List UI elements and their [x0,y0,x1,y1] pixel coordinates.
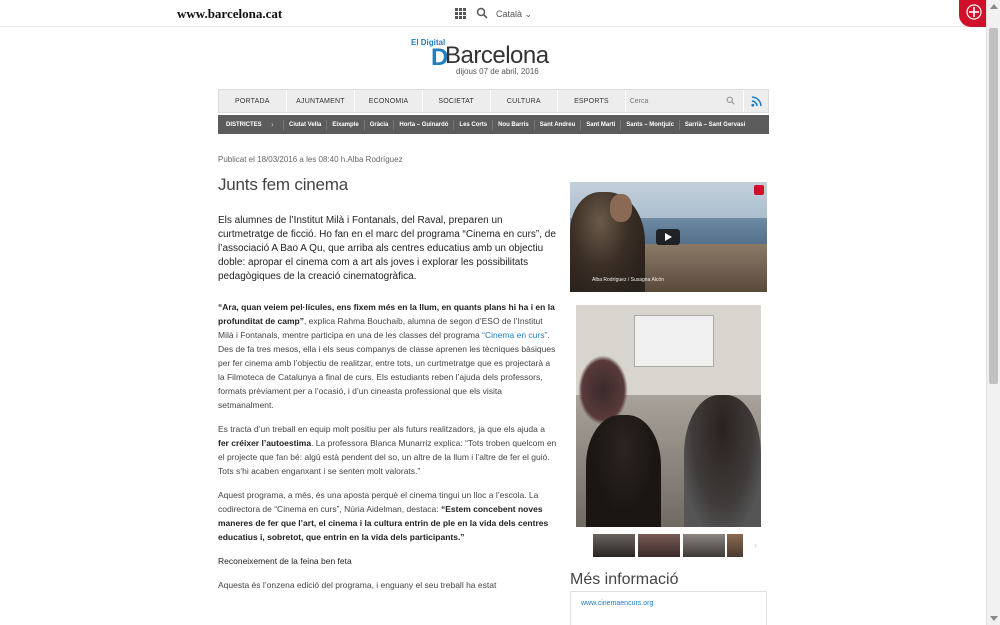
nav-societat[interactable]: SOCIETAT [423,90,491,112]
chevron-right-icon: › [271,120,274,129]
site-link[interactable]: www.barcelona.cat [177,6,283,21]
scroll-down-arrow-icon[interactable] [990,616,998,621]
search-icon[interactable] [726,96,735,105]
more-info-title: Més informació [570,571,679,588]
search-icon[interactable] [476,7,488,19]
apps-grid-icon[interactable] [455,8,466,19]
text: Aquest programa, a més, és una aposta perquè el cinema tingui un lloc a l’escola. La codirectora de “Cinema en curs”, Núria Aidelman, destaca: [218,490,539,514]
language-selector[interactable]: Català ⌄ [496,9,533,19]
more-info-link[interactable]: www.cinemaencurs.org [581,600,654,607]
text: , explica Rahma Bouchaib, alumna de segon d’ESO de l’Institut Milà i Fontanals, mentre participa en una de les classes del programa [218,316,543,340]
paragraph [218,300,558,412]
photo-projection-screen [634,315,714,367]
districts-bar [218,115,769,134]
district-sant-andreu[interactable]: Sant Andreu [534,120,580,130]
chevron-right-icon[interactable]: › [754,540,757,550]
district-sants-montjuic[interactable]: Sants – Montjuïc [620,120,679,130]
nav-search [626,90,744,112]
article-title: Junts fem cinema [218,175,349,194]
video-channel-logo-icon [754,185,764,195]
district-eixample[interactable]: Eixample [326,120,363,130]
logo-eldigital: El Digital [411,38,446,47]
more-info-box [570,591,767,625]
text-bold: fer créixer l’autoestima [218,438,312,448]
district-nou-barris[interactable]: Nou Barris [492,120,534,130]
photo-student-head [684,395,761,527]
page-scrollbar[interactable] [986,0,1000,625]
ajuntament-logo-icon[interactable] [959,0,986,27]
cinema-en-curs-link[interactable]: “Cinema en curs” [482,330,548,340]
nav-portada[interactable]: PORTADA [219,90,287,112]
quote-bold: “Estem concebent noves maneres de fer que l’art, el cinema i la cultura entrin de ple en la vida dels centres educatius i, sobretot, que entrin en la vida dels participants.” [218,504,549,542]
article-body [218,300,558,602]
district-ciutat-vella[interactable]: Ciutat Vella [283,120,326,130]
text: . Des de fa tres mesos, ella i els seus companys de classe aprenen les tècniques bàsiques per fer cinema amb l’objectiu de realitzar, entre tots, un curtmetratge que es projectarà a la Filmoteca de Catalunya a final de curs. Els estudiants reben l’ajuda dels professors, formats prèviament per a l’ocasió, i d’un cineasta professional que els visita setmanalment. [218,330,556,410]
logo-d-mark: D [431,44,449,71]
paragraph [218,422,558,478]
video-credit: Alba Rodríguez / Susagna Alcón [592,277,664,283]
gallery-thumbnail[interactable] [683,534,725,557]
gallery-thumbnail[interactable] [593,534,635,557]
top-bar [0,0,986,27]
districts-label[interactable]: DISTRICTES [226,121,262,128]
nav-esports[interactable]: ESPORTS [558,90,626,112]
article-byline: Publicat el 18/03/2016 a les 08:40 h.Alba Rodríguez [218,155,403,164]
nav-ajuntament[interactable]: AJUNTAMENT [287,90,356,112]
article-lead: Els alumnes de l’Institut Milà i Fontanals, del Raval, preparen un curtmetratge de ficció. Ho fan en el marc del programa “Cinema en curs”, de l’associació A Bao A Qu, que arriba als centres educatius amb un objectiu doble: apropar el cinema com a art als joves i explorar les possibilitats pedagògiques de la creació cinematogràfica. [218,215,556,282]
district-sant-marti[interactable]: Sant Martí [580,120,620,130]
scroll-thumb[interactable] [989,28,998,384]
district-sarria-sant-gervasi[interactable]: Sarrià – Sant Gervasi [679,120,750,130]
district-les-corts[interactable]: Les Corts [453,120,492,130]
gallery-main-photo[interactable] [576,305,761,527]
play-button-icon[interactable] [656,229,680,245]
quote-bold: “Ara, quan veiem pel·lícules, ens fixem més en la llum, en quants plans hi ha i en la profunditat de camp” [218,302,555,326]
main-nav [218,89,769,113]
masthead-date: dijous 07 de abril, 2016 [456,67,539,76]
search-input[interactable] [630,94,740,108]
site-logo[interactable] [411,36,571,80]
paragraph [218,488,558,544]
scroll-up-arrow-icon[interactable] [990,4,998,9]
text: . La professora Blanca Munarriz explica: “Tots troben quelcom en el projecte que fan bé: algú està pendent del so, un altre de la llum i l’altre de fer el guió. Tots s’hi acaben enganxant i se senten molt valorats.” [218,438,557,476]
nav-economia[interactable]: ECONOMIA [355,90,423,112]
gallery-thumbnail[interactable] [727,534,743,557]
video-frame-face [610,194,632,222]
gallery-thumbnail[interactable] [638,534,680,557]
paragraph: Aquesta és l’onzena edició del programa, i enguany el seu treball ha estat [218,580,497,590]
nav-cultura[interactable]: CULTURA [491,90,559,112]
district-gracia[interactable]: Gràcia [364,120,394,130]
gallery-thumbnails [576,534,766,557]
text: Es tracta d’un treball en equip molt positiu per als futurs realitzadors, ja que els ajuda a [218,424,545,434]
photo-student-head [586,415,661,527]
district-horta-guinardo[interactable]: Horta – Guinardó [393,120,453,130]
logo-name: Barcelona [445,42,549,69]
rss-icon[interactable] [744,90,768,112]
article-subheading: Reconeixement de la feina ben feta [218,556,352,566]
video-player[interactable] [570,182,767,292]
